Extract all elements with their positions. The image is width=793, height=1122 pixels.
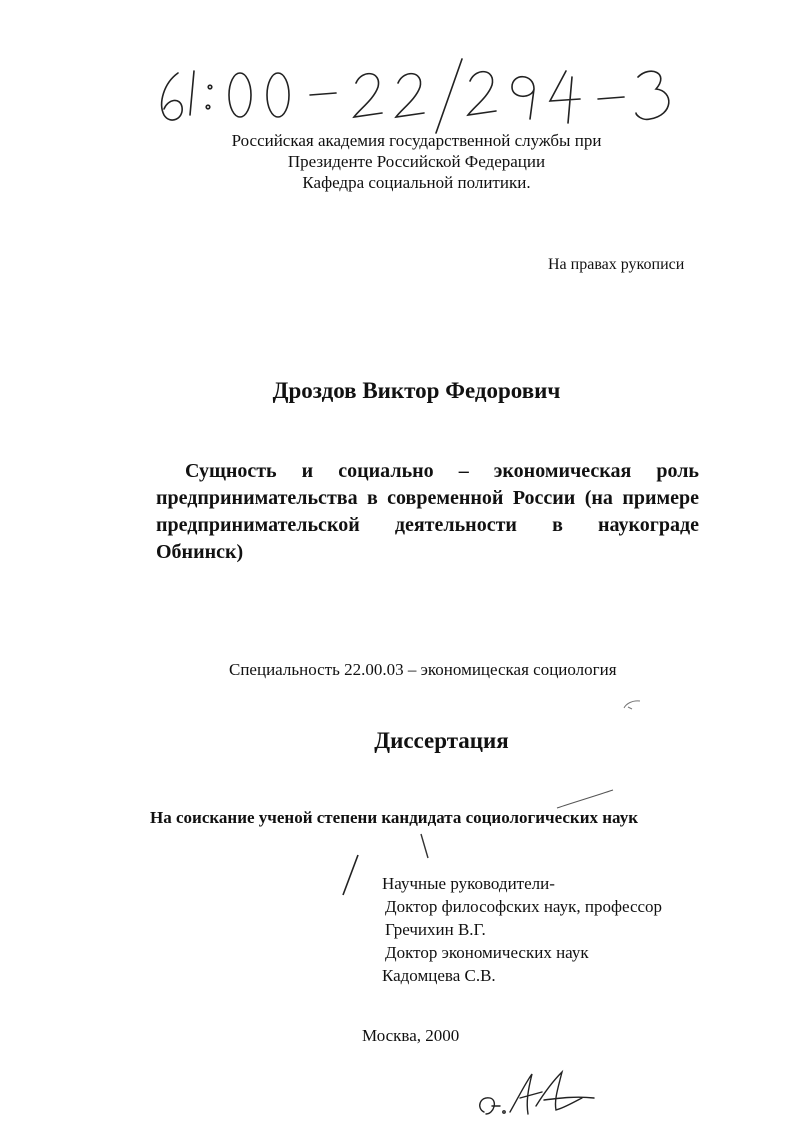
degree-line: На соискание ученой степени кандидата социологических наук [150,808,638,827]
institution-line-1: Российская академия государственной службы при [231,131,602,150]
supervisor-2-degree: Доктор экономических наук [385,943,589,962]
pen-dot-mark [620,698,644,712]
institution-line-2: Президенте Российской Федерации [287,152,546,171]
specialty-line: Специальность 22.00.03 – экономицеская социология [229,660,617,679]
author-name: Дроздов Виктор Федорович [272,378,561,403]
supervisor-1-degree: Доктор философских наук, профессор [385,897,663,916]
handwritten-signature [470,1068,600,1122]
document-type-heading: Диссертация [374,728,509,753]
institution-block [0,130,793,193]
city-year: Москва, 2000 [362,1026,460,1045]
department-line: Кафедра социальной политики. [302,173,531,192]
manuscript-rights-note: На правах рукописи [548,256,685,273]
pen-stroke-mark [555,788,615,812]
pen-slash-mark [338,852,362,898]
handwritten-archive-code [150,55,730,135]
supervisors-block [382,872,662,987]
supervisor-1-name: Гречихин В.Г. [385,920,486,939]
dissertation-title: Сущность и социально – экономическая роль предпринимательства в современной России (на примере предпринимательской деятельности в наукограде Обнинск) [156,460,699,563]
supervisors-heading: Научные руководители- [382,874,555,893]
pen-tick-mark [418,832,432,862]
supervisor-2-name: Кадомцева С.В. [382,966,496,985]
